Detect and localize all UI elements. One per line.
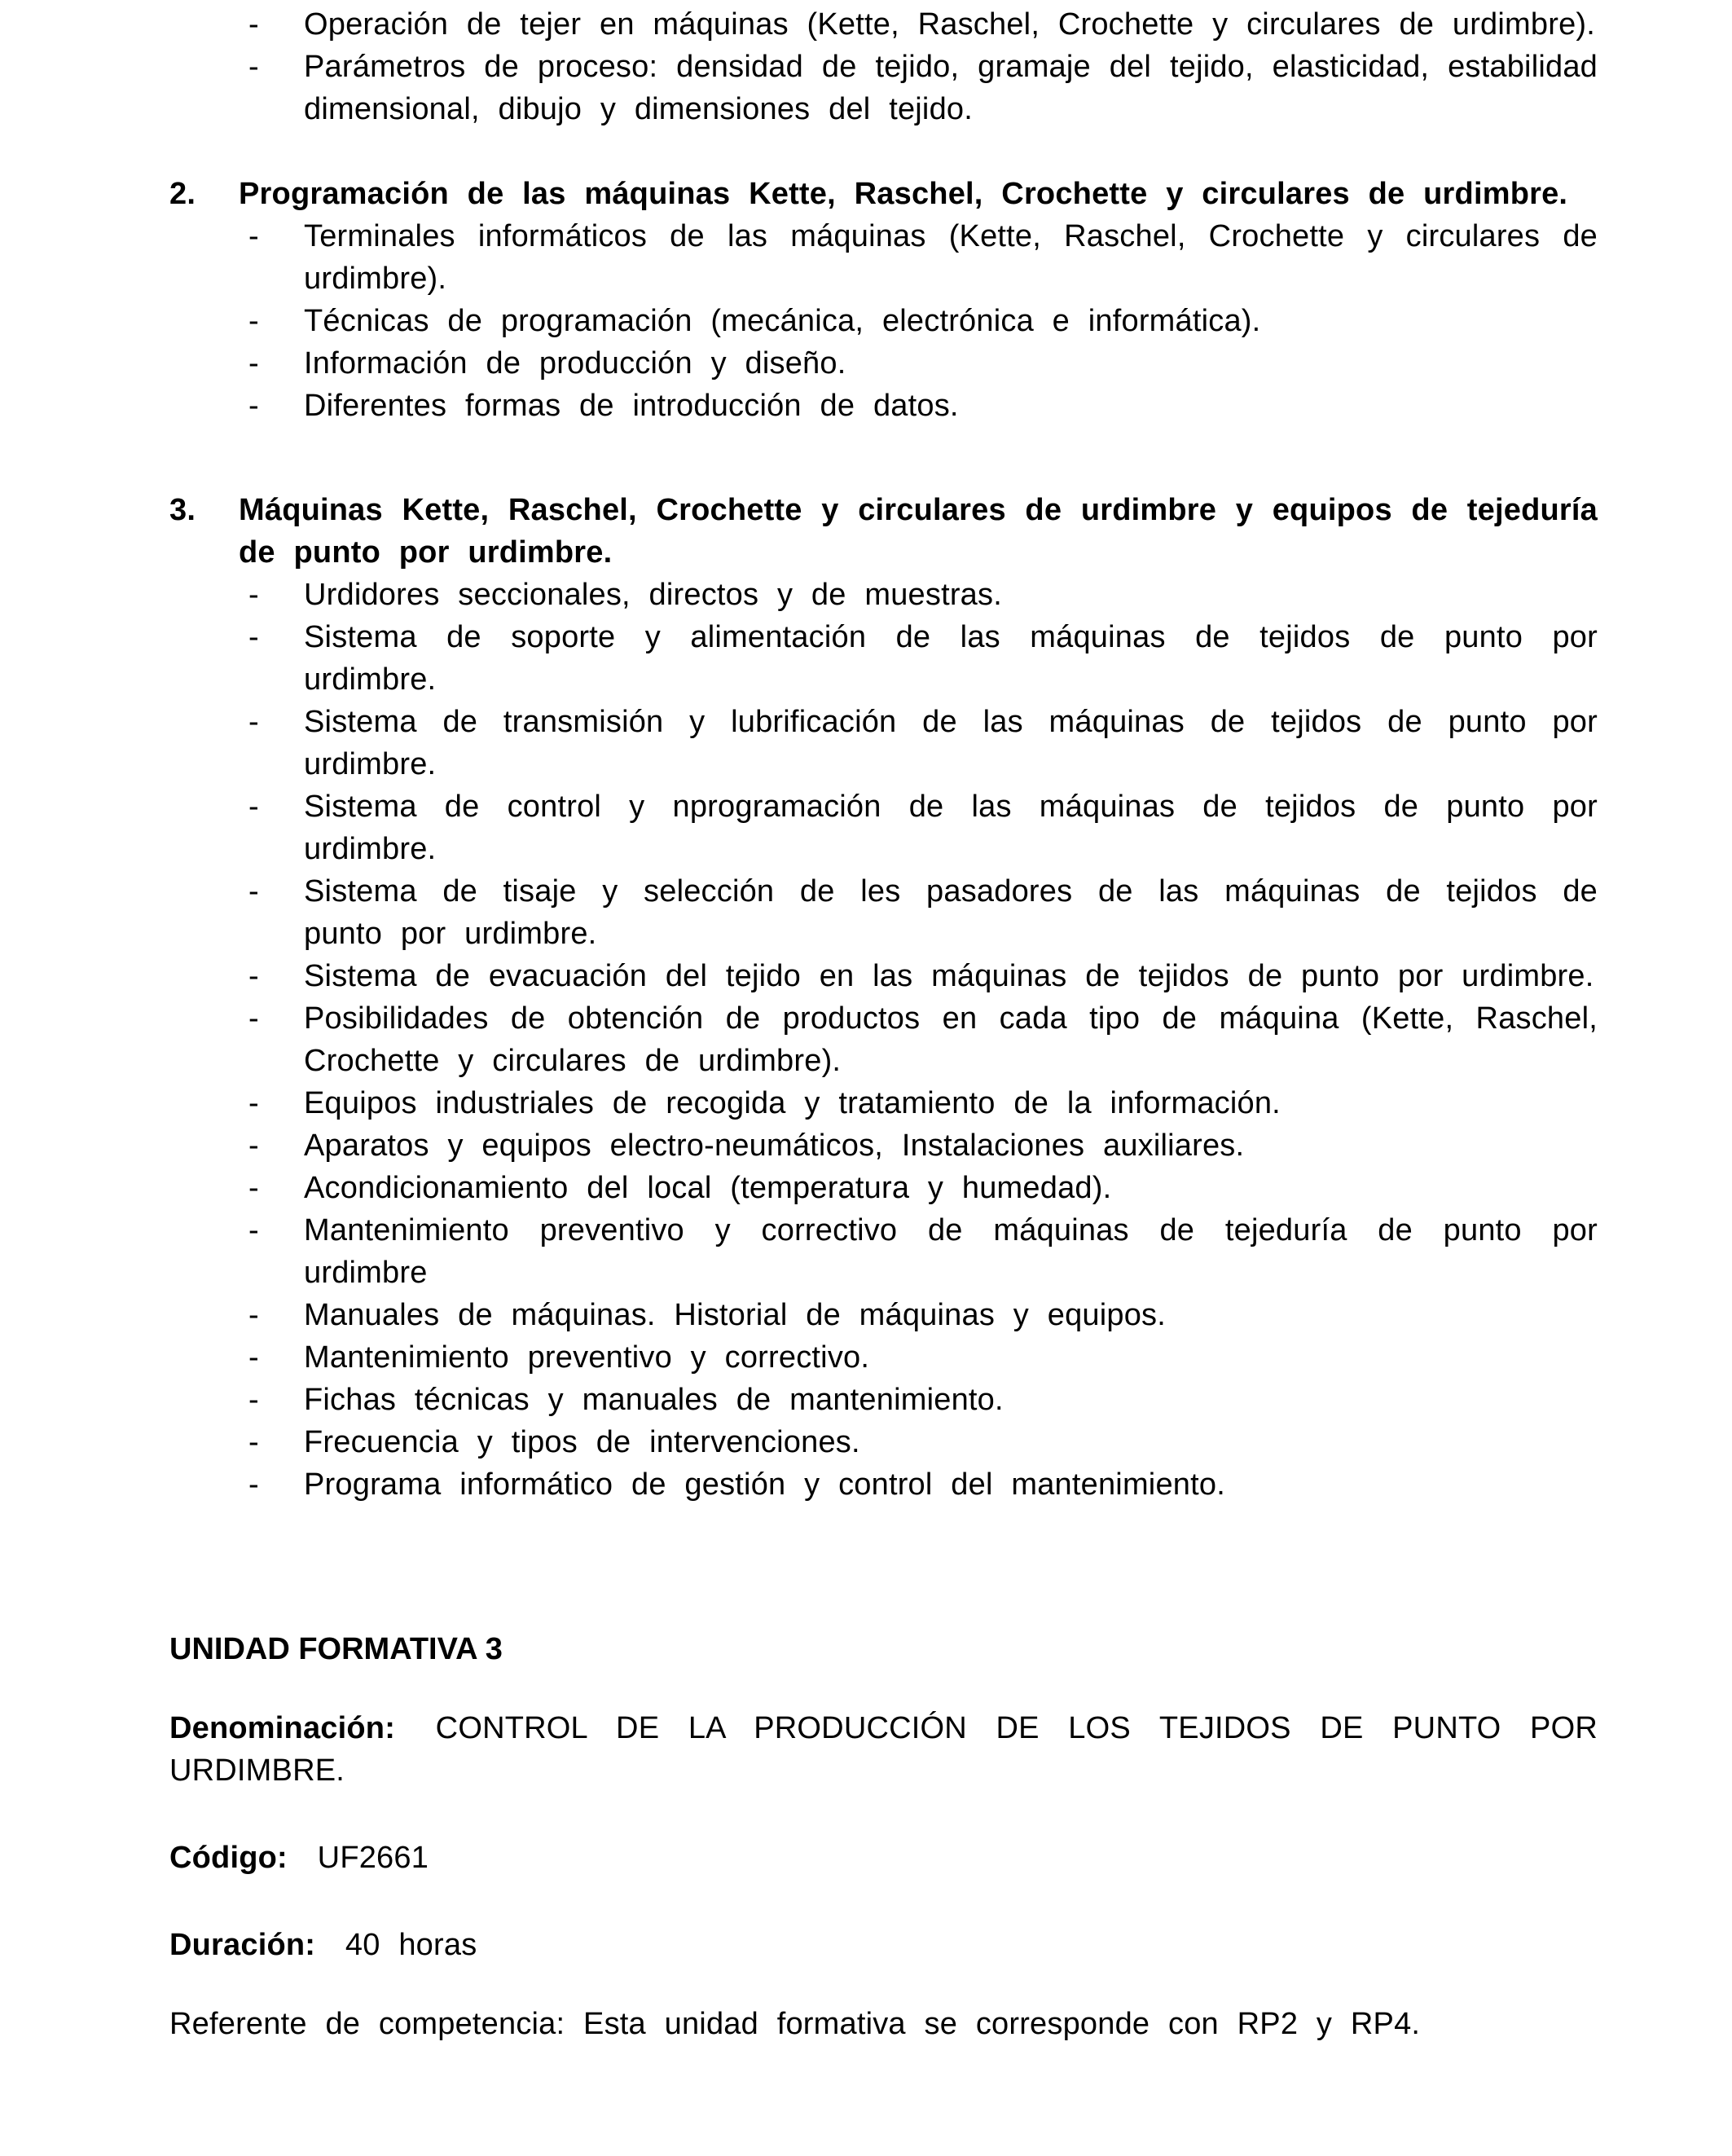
- bullet-hyphen: -: [248, 620, 259, 654]
- section-number: 2.: [169, 177, 196, 211]
- list-item-text: Acondicionamiento del local (temperatura y humedad).: [304, 1171, 1112, 1205]
- list-item: [169, 1463, 1598, 1506]
- field-label: Duración:: [169, 1928, 316, 1962]
- bullet-hyphen: -: [248, 578, 259, 612]
- list-item-text: Sistema de evacuación del tejido en las máquinas de tejidos de punto por urdimbre.: [304, 959, 1594, 993]
- section-number: 3.: [169, 493, 196, 527]
- list-item-text: Manuales de máquinas. Historial de máquinas y equipos.: [304, 1298, 1167, 1332]
- field-codigo: [169, 1837, 1598, 1879]
- list-item: [169, 1421, 1598, 1463]
- list-item-text: Posibilidades de obtención de productos en cada tipo de máquina (Kette, Raschel, Crochette y circulares de urdimbre).: [304, 1001, 1598, 1078]
- bullet-hyphen: -: [248, 1213, 259, 1247]
- list-item: [169, 1209, 1598, 1294]
- field-value: 40 horas: [345, 1928, 477, 1962]
- list-item: [169, 785, 1598, 870]
- list-item-text: Frecuencia y tipos de intervenciones.: [304, 1425, 860, 1459]
- list-item: [169, 1167, 1598, 1209]
- bullet-hyphen: -: [248, 346, 259, 381]
- list-item: [169, 1124, 1598, 1167]
- bullet-hyphen: -: [248, 1383, 259, 1417]
- list-item-text: Sistema de tisaje y selección de les pasadores de las máquinas de tejidos de punto por urdimbre.: [304, 874, 1598, 951]
- list-item: [169, 1379, 1598, 1421]
- field-value: CONTROL DE LA PRODUCCIÓN DE LOS TEJIDOS DE PUNTO POR URDIMBRE.: [169, 1711, 1598, 1788]
- list-item: [169, 870, 1598, 955]
- list-item: [169, 385, 1598, 427]
- list-item-text: Operación de tejer en máquinas (Kette, Raschel, Crochette y circulares de urdimbre).: [304, 7, 1596, 42]
- section-2-heading: [169, 173, 1598, 215]
- list-item-text: Sistema de control y nprogramación de las máquinas de tejidos de punto por urdimbre.: [304, 790, 1598, 866]
- field-denominacion: [169, 1707, 1598, 1792]
- list-item: [169, 955, 1598, 997]
- section-title: Programación de las máquinas Kette, Raschel, Crochette y circulares de urdimbre.: [239, 177, 1568, 211]
- list-item: [169, 1082, 1598, 1124]
- bullet-hyphen: -: [248, 389, 259, 423]
- bullet-hyphen: -: [248, 1467, 259, 1502]
- bullet-hyphen: -: [248, 304, 259, 338]
- list-item-text: Información de producción y diseño.: [304, 346, 846, 381]
- field-value: UF2661: [317, 1841, 429, 1875]
- list-item-text: Sistema de transmisión y lubrificación de las máquinas de tejidos de punto por urdimbre.: [304, 705, 1598, 781]
- list-item: [169, 997, 1598, 1082]
- list-item: [169, 1294, 1598, 1336]
- bullet-hyphen: -: [248, 1001, 259, 1036]
- bullet-hyphen: -: [248, 790, 259, 824]
- list-item-text: Mantenimiento preventivo y correctivo de máquinas de tejeduría de punto por urdimbre: [304, 1213, 1598, 1290]
- bullet-hyphen: -: [248, 1129, 259, 1163]
- list-item-text: Fichas técnicas y manuales de mantenimiento.: [304, 1383, 1004, 1417]
- list-item: [169, 300, 1598, 342]
- bullet-hyphen: -: [248, 705, 259, 739]
- bullet-hyphen: -: [248, 219, 259, 253]
- list-item-text: Urdidores seccionales, directos y de muestras.: [304, 578, 1002, 612]
- list-item-text: Aparatos y equipos electro-neumáticos, Instalaciones auxiliares.: [304, 1129, 1245, 1163]
- bullet-hyphen: -: [248, 1171, 259, 1205]
- bullet-hyphen: -: [248, 1340, 259, 1375]
- section-3-heading: [169, 489, 1598, 574]
- bullet-hyphen: -: [248, 7, 259, 42]
- list-item: [169, 574, 1598, 616]
- bullet-hyphen: -: [248, 1298, 259, 1332]
- section-title: Máquinas Kette, Raschel, Crochette y circulares de urdimbre y equipos de tejeduría de punto por urdimbre.: [239, 493, 1598, 570]
- list-item: [169, 1336, 1598, 1379]
- list-item-text: Diferentes formas de introducción de datos.: [304, 389, 959, 423]
- bullet-hyphen: -: [248, 959, 259, 993]
- section-2-bullet-list: [169, 215, 1598, 427]
- list-item-text: Equipos industriales de recogida y tratamiento de la información.: [304, 1086, 1281, 1120]
- competence-reference: Referente de competencia: Esta unidad formativa se corresponde con RP2 y RP4.: [169, 2007, 1421, 2041]
- bullet-hyphen: -: [248, 1425, 259, 1459]
- list-item: [169, 616, 1598, 701]
- bullet-hyphen: -: [248, 1086, 259, 1120]
- bullet-hyphen: -: [248, 50, 259, 84]
- list-item: [169, 701, 1598, 785]
- list-item-text: Mantenimiento preventivo y correctivo.: [304, 1340, 870, 1375]
- unit-heading: UNIDAD FORMATIVA 3: [169, 1632, 503, 1666]
- intro-bullet-list: [169, 3, 1598, 130]
- field-label: Código:: [169, 1841, 288, 1875]
- list-item: [169, 3, 1598, 46]
- list-item-text: Programa informático de gestión y control del mantenimiento.: [304, 1467, 1225, 1502]
- list-item-text: Técnicas de programación (mecánica, electrónica e informática).: [304, 304, 1261, 338]
- list-item: [169, 215, 1598, 300]
- list-item: [169, 342, 1598, 385]
- list-item-text: Sistema de soporte y alimentación de las máquinas de tejidos de punto por urdimbre.: [304, 620, 1598, 697]
- list-item: [169, 46, 1598, 130]
- list-item-text: Parámetros de proceso: densidad de tejido, gramaje del tejido, elasticidad, estabilidad dimensional, dibujo y dimensiones del tejido.: [304, 50, 1598, 126]
- field-label: Denominación:: [169, 1711, 396, 1745]
- bullet-hyphen: -: [248, 874, 259, 909]
- field-duracion: [169, 1924, 1598, 1966]
- list-item-text: Terminales informáticos de las máquinas (Kette, Raschel, Crochette y circulares de urdimbre).: [304, 219, 1598, 296]
- section-3-bullet-list: [169, 574, 1598, 1506]
